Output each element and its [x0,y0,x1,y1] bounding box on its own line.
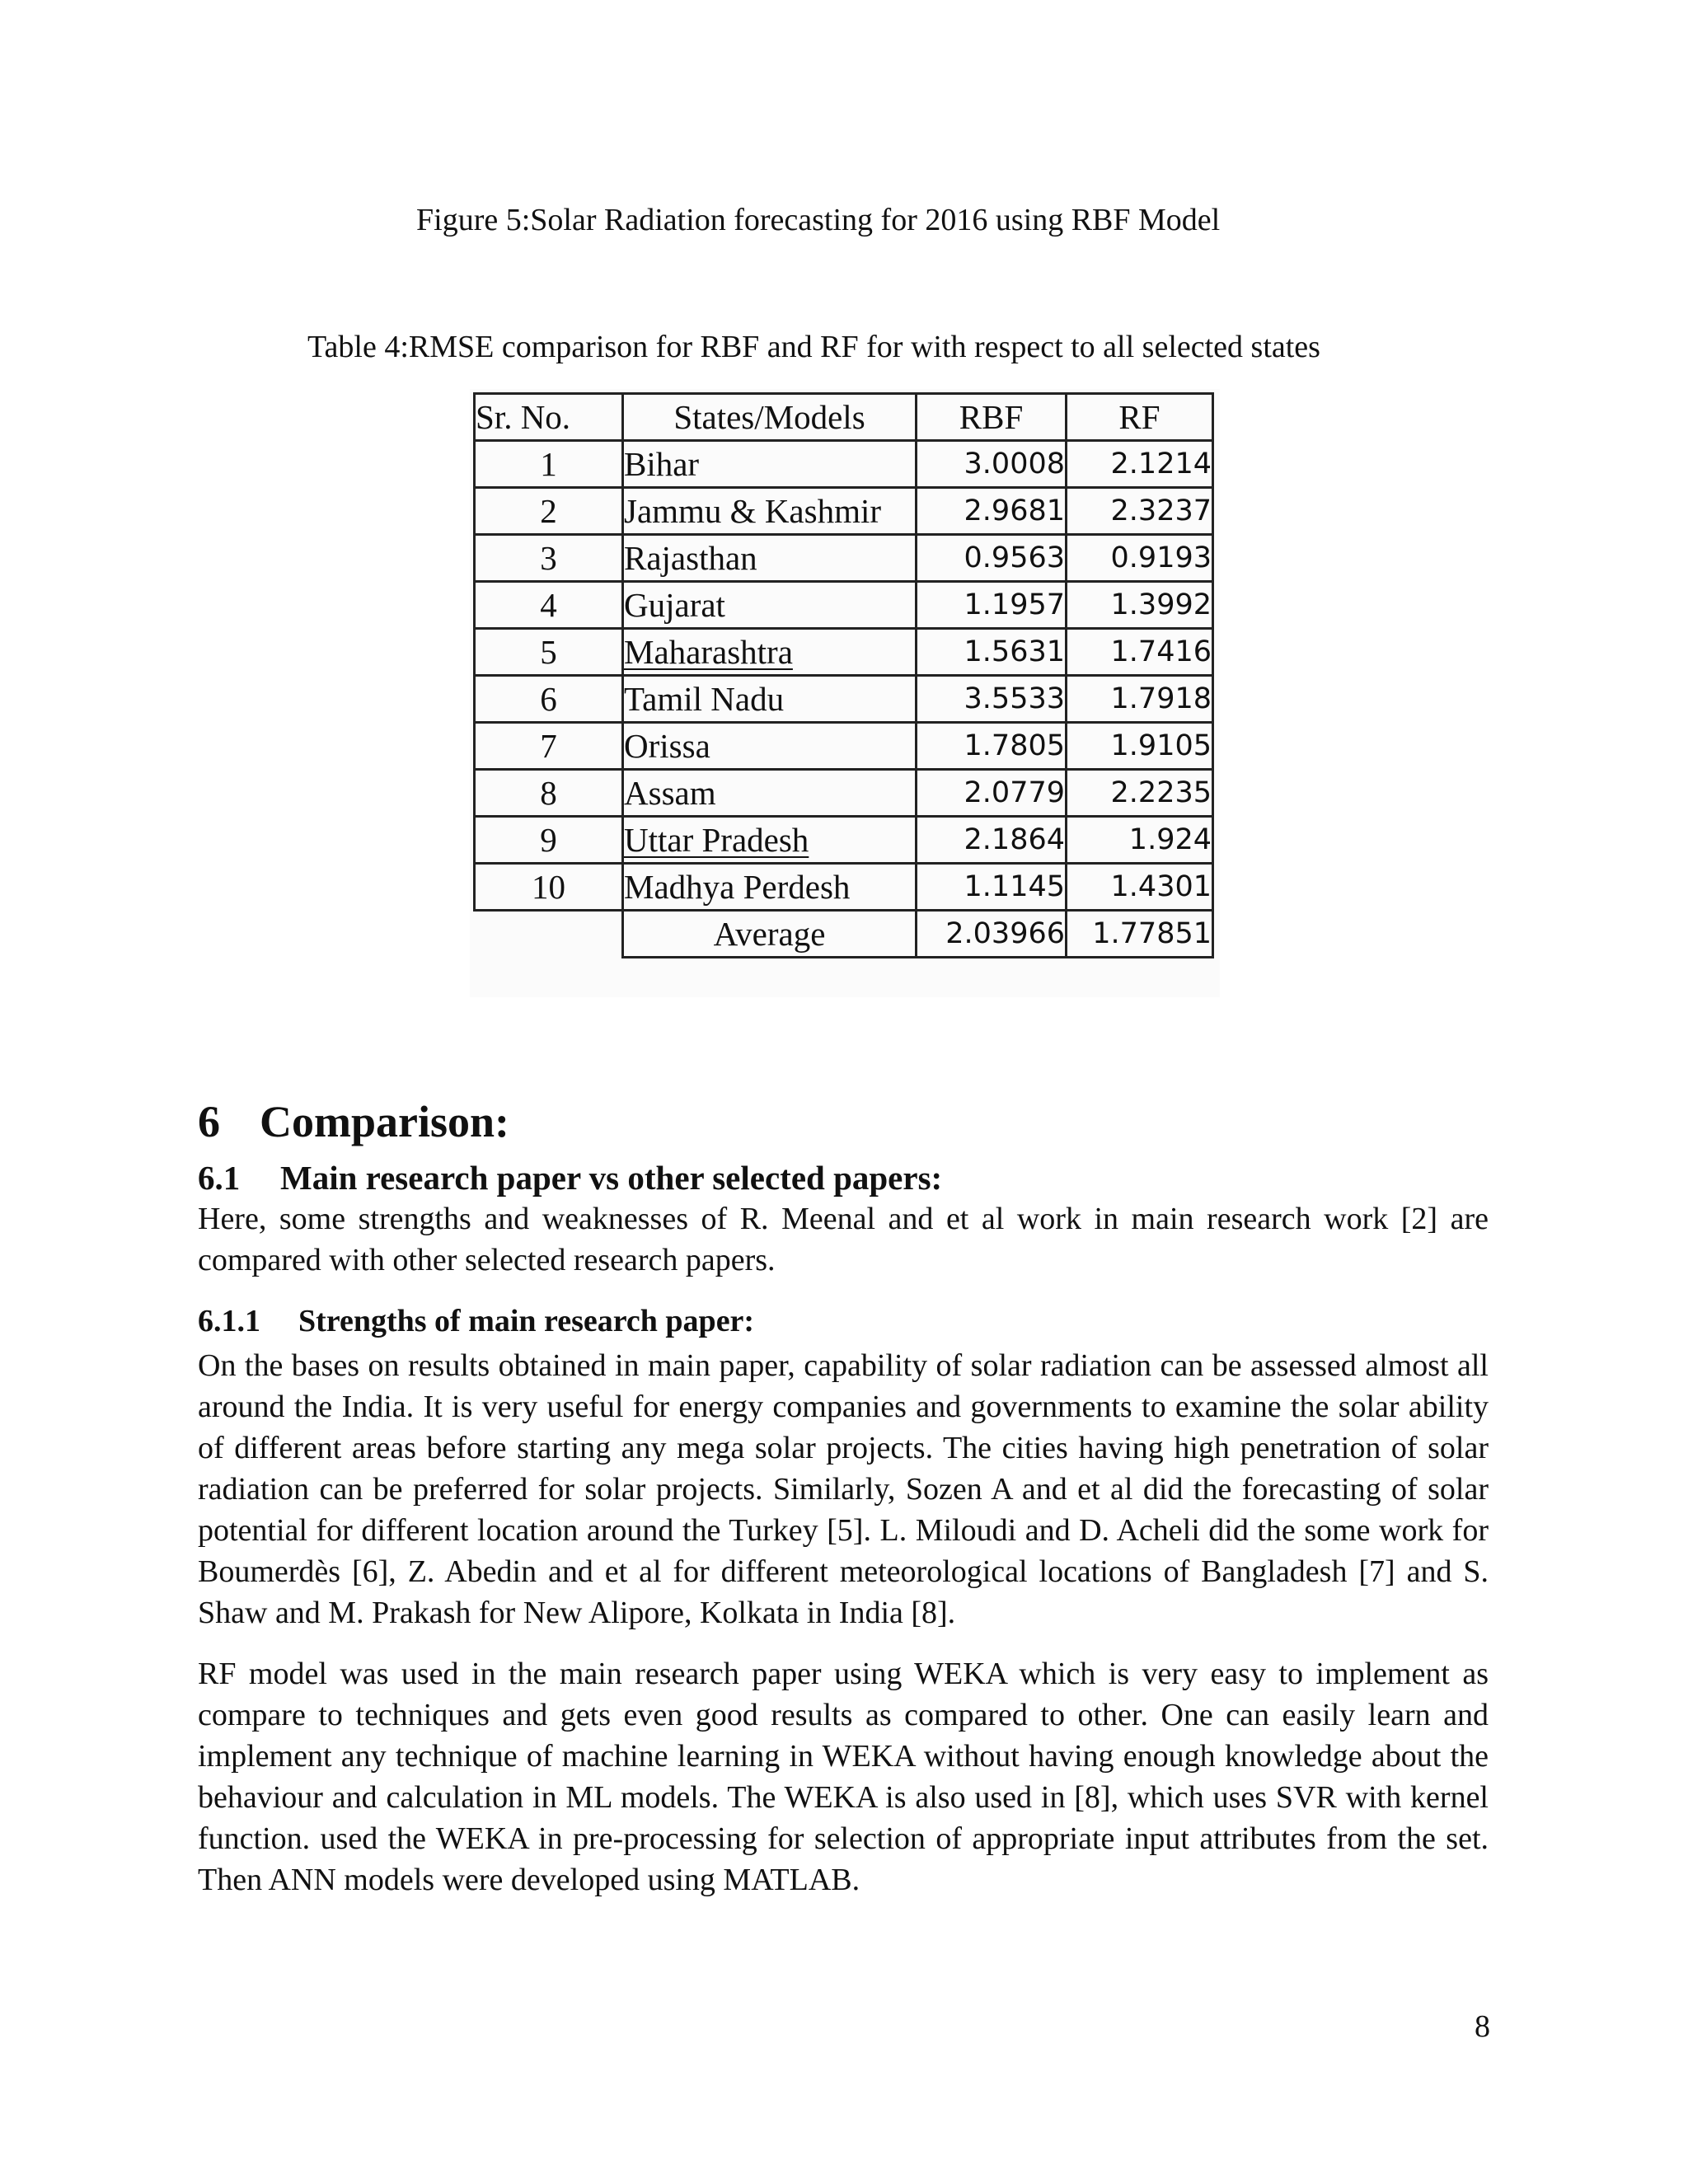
subsection-title: Main research paper vs other selected papers: [280,1159,943,1197]
cell-state: Madhya Perdesh [623,864,917,911]
cell-rbf: 1.1957 [917,582,1067,629]
cell-average-label: Average [623,911,917,958]
cell-rbf: 2.0779 [917,770,1067,817]
table-average-row [475,911,1213,958]
cell-rf: 1.924 [1067,817,1213,864]
section-heading [198,1094,509,1149]
cell-rf: 2.3237 [1067,488,1213,535]
figure-caption: Figure 5:Solar Radiation forecasting for 2016 using RBF Model [416,203,1221,237]
subsubsection-heading [198,1302,754,1340]
rmse-table [473,392,1214,958]
table-row [475,676,1213,723]
cell-rf: 1.4301 [1067,864,1213,911]
subsubsection-title: Strengths of main research paper: [298,1304,755,1338]
cell-state: Maharashtra [623,629,917,676]
cell-rbf: 3.0008 [917,441,1067,488]
cell-sr: 10 [475,864,623,911]
average-blank-cell [475,911,623,958]
cell-state: Tamil Nadu [623,676,917,723]
cell-rbf: 1.7805 [917,723,1067,770]
cell-rbf: 2.9681 [917,488,1067,535]
cell-rf: 2.1214 [1067,441,1213,488]
cell-rf: 1.3992 [1067,582,1213,629]
cell-sr: 6 [475,676,623,723]
cell-rf: 1.7416 [1067,629,1213,676]
cell-rbf: 1.5631 [917,629,1067,676]
cell-rf: 0.9193 [1067,535,1213,582]
table-row [475,582,1213,629]
cell-rbf: 1.1145 [917,864,1067,911]
cell-state: Orissa [623,723,917,770]
subsection-heading [198,1157,942,1198]
table-caption: Table 4:RMSE comparison for RBF and RF for with respect to all selected states [307,330,1320,364]
cell-sr: 4 [475,582,623,629]
cell-rf: 2.2235 [1067,770,1213,817]
cell-sr: 3 [475,535,623,582]
rmse-table-image [470,389,1220,997]
cell-sr: 7 [475,723,623,770]
header-states-models: States/Models [623,394,917,441]
header-sr-no: Sr. No. [475,394,623,441]
table-row [475,535,1213,582]
strengths-paragraph-1: On the bases on results obtained in main paper, capability of solar radiation can be assessed almost all around the India. It is very useful for energy companies and governments to examine the solar ability of different areas before starting any mega solar projects. The cities having high penetration of solar radiation can be preferred for solar projects. Similarly, Sozen A and et al did the forecasting of solar potential for different location around the Turkey [5]. L. Miloudi and D. Acheli did the some work for Boumerdès [6], Z. Abedin and et al for different meteorological locations of Bangladesh [7] and S. Shaw and M. Prakash for New Alipore, Kolkata in India [8]. [198,1348,1489,1630]
cell-state: Gujarat [623,582,917,629]
cell-sr: 9 [475,817,623,864]
intro-paragraph: Here, some strengths and weaknesses of R. Meenal and et al work in main research work [2] are compared with other selected research papers. [198,1202,1489,1277]
table-row [475,629,1213,676]
cell-sr: 5 [475,629,623,676]
subsection-number: 6.1 [198,1159,241,1197]
cell-sr: 2 [475,488,623,535]
table-row [475,488,1213,535]
section-title: Comparison: [260,1097,510,1146]
cell-state: Bihar [623,441,917,488]
cell-sr: 1 [475,441,623,488]
cell-rf: 1.7918 [1067,676,1213,723]
cell-state: Jammu & Kashmir [623,488,917,535]
table-row [475,817,1213,864]
table-row [475,441,1213,488]
table-row [475,770,1213,817]
cell-average-rf: 1.77851 [1067,911,1213,958]
cell-rf: 1.9105 [1067,723,1213,770]
table-row [475,723,1213,770]
subsubsection-number: 6.1.1 [198,1304,260,1338]
page-number: 8 [1475,2009,1490,2044]
strengths-paragraph-2: RF model was used in the main research paper using WEKA which is very easy to implement as compare to techniques and gets even good results as compared to other. One can easily learn and implement any technique of machine learning in WEKA without having enough knowledge about the behaviour and calculation in ML models. The WEKA is also used in [8], which uses SVR with kernel function. used the WEKA in pre-processing for selection of appropriate input attributes from the set. Then ANN models were developed using MATLAB. [198,1657,1489,1897]
cell-sr: 8 [475,770,623,817]
header-rf: RF [1067,394,1213,441]
header-rbf: RBF [917,394,1067,441]
table-header-row [475,394,1213,441]
cell-state: Assam [623,770,917,817]
cell-state: Uttar Pradesh [623,817,917,864]
cell-rbf: 0.9563 [917,535,1067,582]
cell-rbf: 3.5533 [917,676,1067,723]
cell-rbf: 2.1864 [917,817,1067,864]
cell-state: Rajasthan [623,535,917,582]
cell-average-rbf: 2.03966 [917,911,1067,958]
table-row [475,864,1213,911]
section-number: 6 [198,1097,220,1146]
